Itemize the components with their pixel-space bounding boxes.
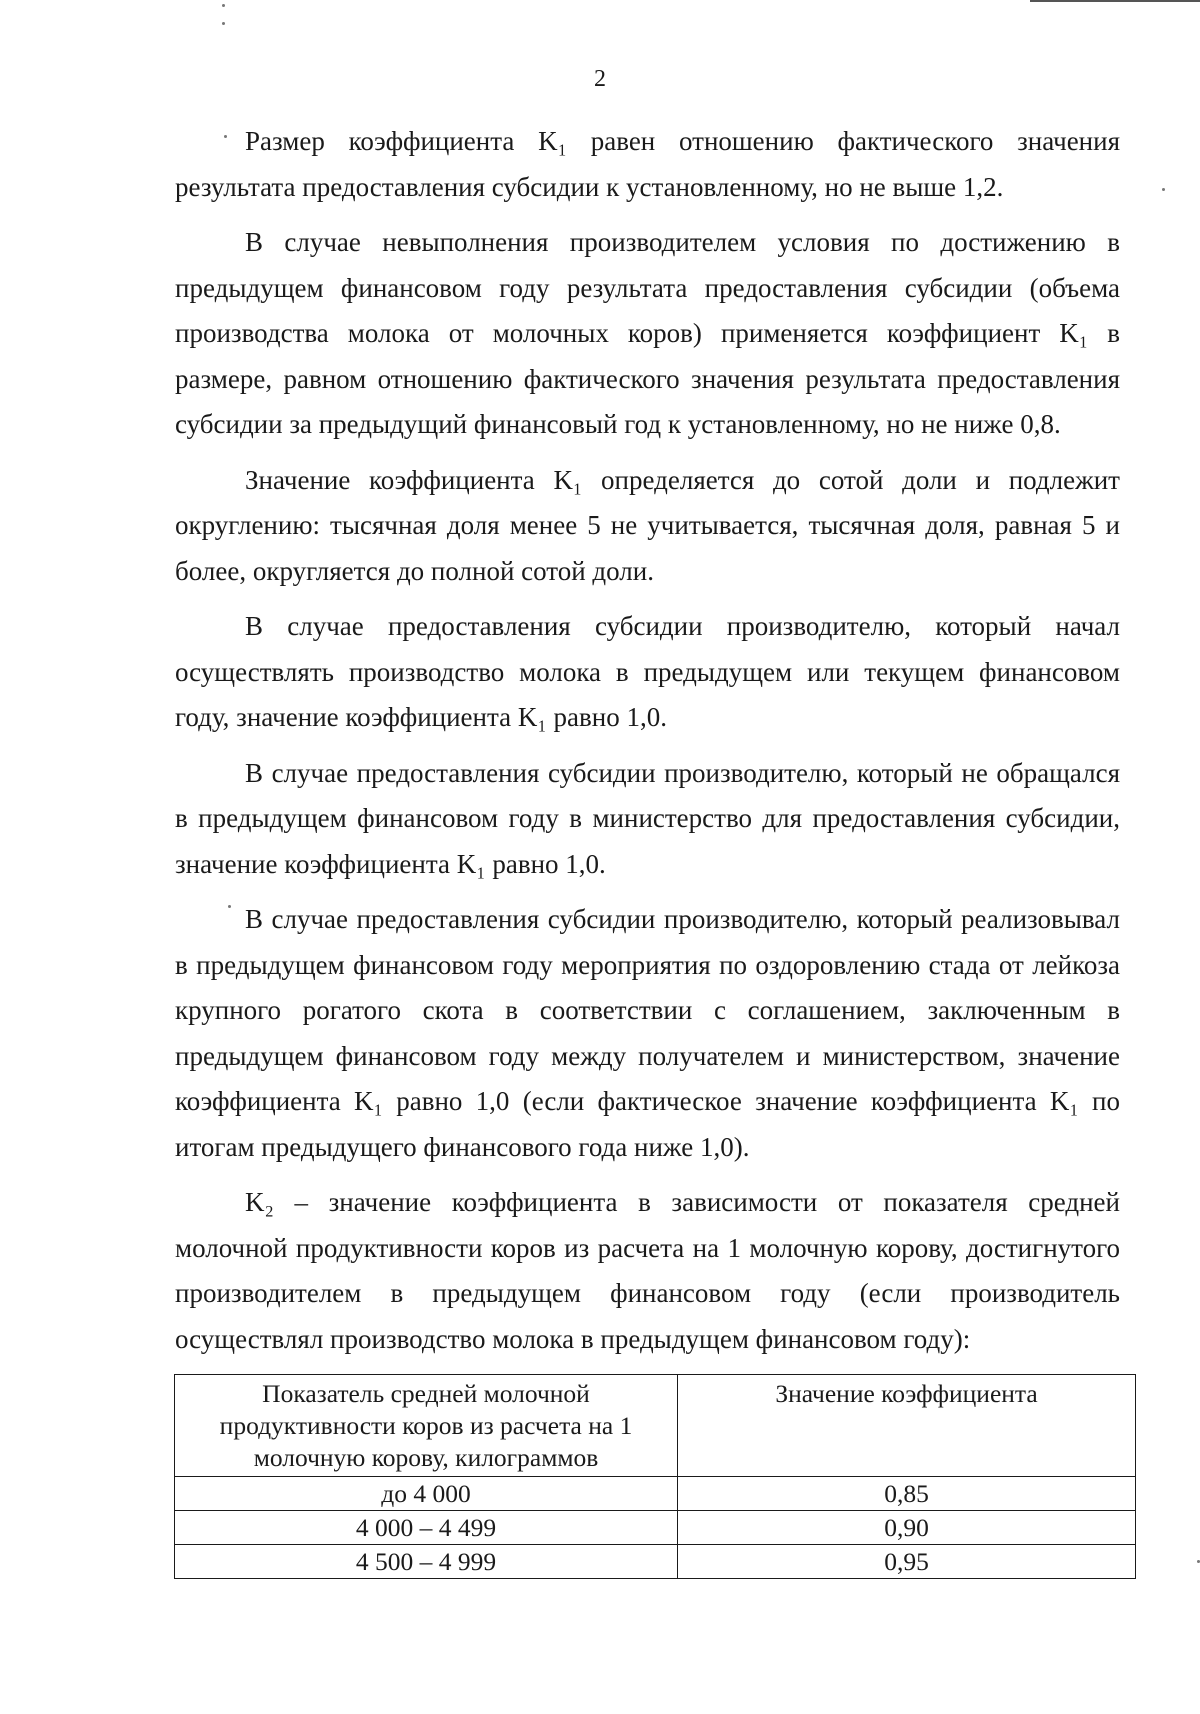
productivity-range-cell: 4 500 – 4 999 [175,1545,678,1579]
paragraph-k1-nonfulfilment: В случае невыполнения производителем условия по достижению в предыдущем финансовом году результата предоставления субсидии (объема производства молока от молочных коров) применяется коэффициент K₁ в размере, равном отношению фактического значения результата предоставления субсидии за предыдущий финансовый год к установленному, но не ниже 0,8. [175,227,1120,439]
productivity-range-cell: 4 000 – 4 499 [175,1511,678,1545]
document-body [175,119,1120,1372]
paragraph-k1-size: Размер коэффициента K₁ равен отношению фактического значения результата предоставления субсидии к установленному, но не выше 1,2. [175,126,1120,202]
paragraph-k2-definition: K₂ – значение коэффициента в зависимости от показателя средней молочной продуктивности коров из расчета на 1 молочную корову, достигнутого производителем в предыдущем финансовом году (если производитель осуществлял производство молока в предыдущем финансовом году): [175,1187,1120,1354]
header-productivity: Показатель средней молочной продуктивности коров из расчета на 1 молочную корову, килограммов [175,1375,678,1477]
table-header-row [175,1375,1136,1477]
table-row [175,1511,1136,1545]
table-row [175,1545,1136,1579]
scan-edge-line [1030,0,1200,2]
coefficient-value-cell: 0,95 [678,1545,1136,1579]
coefficient-value-cell: 0,85 [678,1477,1136,1511]
paragraph-k1-rounding: Значение коэффициента K₁ определяется до сотой доли и подлежит округлению: тысячная доля менее 5 не учитывается, тысячная доля, равная 5 и более, округляется до полной сотой доли. [175,464,1120,586]
scan-speck [1162,188,1165,191]
productivity-range-cell: до 4 000 [175,1477,678,1511]
coefficient-value-cell: 0,90 [678,1511,1136,1545]
header-coefficient: Значение коэффициента [678,1375,1136,1477]
paragraph-k1-herd-recovery: В случае предоставления субсидии производителю, который реализовывал в предыдущем финансовом году мероприятия по оздоровлению стада от лейкоза крупного рогатого скота в соответствии с соглашением, заключенным в предыдущем финансовом году между получателем и министерством, значение коэффициента K₁ равно 1,0 (если фактическое значение коэффициента K₁ по итогам предыдущего финансового года ниже 1,0). [175,904,1120,1162]
page-number: 2 [594,66,606,92]
scan-speck [222,4,225,7]
table-row [175,1477,1136,1511]
coefficient-table [174,1374,1136,1579]
scan-speck [222,22,225,25]
paragraph-k1-new-producer: В случае предоставления субсидии производителю, который начал осуществлять производство молока в предыдущем или текущем финансовом году, значение коэффициента K₁ равно 1,0. [175,611,1120,732]
paragraph-k1-no-application: В случае предоставления субсидии производителю, который не обращался в предыдущем финансовом году в министерство для предоставления субсидии, значение коэффициента K₁ равно 1,0. [175,757,1120,879]
